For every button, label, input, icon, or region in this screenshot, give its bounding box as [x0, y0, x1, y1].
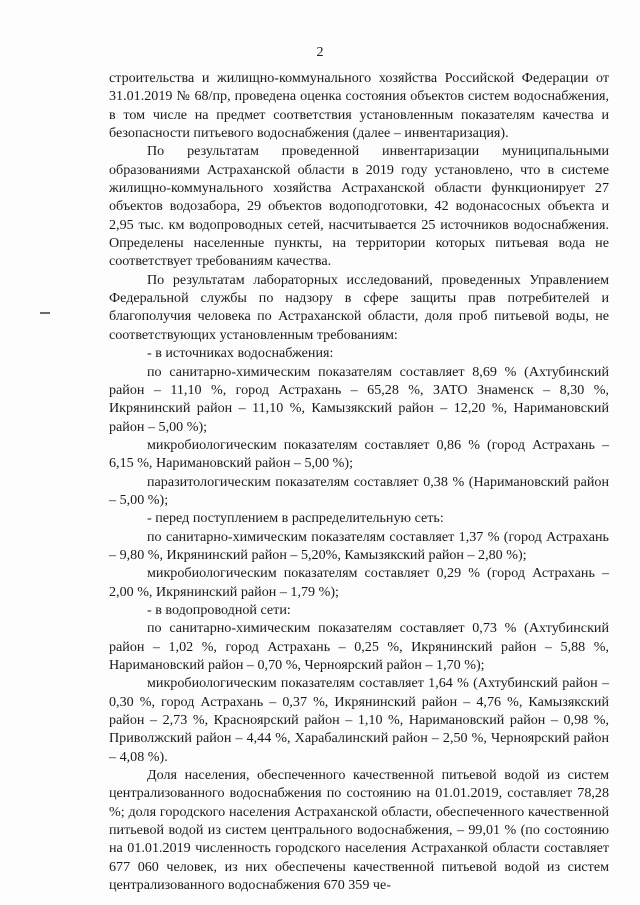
- list-item-sources-chemical: по санитарно-химическим показателям составляет 8,69 % (Ахтубинский район – 11,10 %, город Астрахань – 65,28 %, ЗАТО Знаменск – 8,30 %, Икрянинский район – 11,10 %, Камызякский район – 12,20 %, Наримановский район – 5,00 %);: [109, 363, 609, 435]
- list-item-before-network-chemical: по санитарно-химическим показателям составляет 1,37 % (город Астрахань – 9,80 %, Икрянинский район – 5,20%, Камызякский район – 2,80 %);: [109, 528, 609, 563]
- paragraph-inventory-results: По результатам проведенной инвентаризации муниципальными образованиями Астраханской области в 2019 году установлено, что в системе жилищно-коммунального хозяйства Астраханской области функционирует 27 объектов водозабора, 29 объектов водоподготовки, 42 водонасосных объекта и 2,95 тыс. км водопроводных сетей, насчитывается 25 источников водоснабжения. Определены населенные пункты, на территории которых питьевая вода не соответствует требованиям качества.: [109, 143, 609, 270]
- list-heading-sources: - в источниках водоснабжения:: [147, 345, 334, 362]
- margin-mark: [40, 312, 50, 314]
- list-item-sources-parasitological: паразитологическим показателям составляет 0,38 % (Наримановский район – 5,00 %);: [109, 473, 609, 508]
- paragraph-continuation: строительства и жилищно-коммунального хозяйства Российской Федерации от 31.01.2019 № 68/пр, проведена оценка состояния объектов систем водоснабжения, в том числе на предмет соответствия установленным показателям качества и безопасности питьевого водоснабжения (далее – инвентаризация).: [109, 70, 609, 142]
- list-item-network-chemical: по санитарно-химическим показателям составляет 0,73 % (Ахтубинский район – 1,02 %, город Астрахань – 0,25 %, Икрянинский район – 5,88 %, Наримановский район – 0,70 %, Черноярский район – 1,70 %);: [109, 620, 609, 673]
- page-number: 2: [316, 45, 324, 60]
- list-item-sources-microbiological: микробиологическим показателям составляет 0,86 % (город Астрахань – 6,15 %, Наримановский район – 5,00 %);: [109, 436, 609, 472]
- list-heading-water-network: - в водопроводной сети:: [147, 601, 291, 618]
- body-text: [109, 69, 609, 894]
- list-item-network-microbiological: микробиологическим показателям составляет 1,64 % (Ахтубинский район – 0,30 %, город Астрахань – 0,37 %, Икрянинский район – 4,76 %, Камызякский район – 2,73 %, Красноярский район – 1,10 %, Наримановский район – 0,98 %, Приволжский район – 4,44 %, Харабалинский район – 2,50 %, Черноярский район – 4,08 %).: [109, 675, 609, 765]
- paragraph-lab-results-intro: По результатам лабораторных исследований, проведенных Управлением Федеральной службы по надзору в сфере защиты прав потребителей и благополучия человека по Астраханской области, доля проб питьевой воды, не соответствующих установленным требованиям:: [109, 271, 609, 343]
- list-heading-before-network: - перед поступлением в распределительную сеть:: [147, 510, 444, 527]
- list-item-before-network-microbiological: микробиологическим показателям составляет 0,29 % (город Астрахань – 2,00 %, Икрянинский район – 1,79 %);: [109, 565, 609, 600]
- paragraph-population-share: Доля населения, обеспеченного качественной питьевой водой из систем централизованного водоснабжения по состоянию на 01.01.2019, составляет 78,28 %; доля городского населения Астраханской области, обеспеченного качественной питьевой водой из систем центрального водоснабжения, – 99,01 % (по состоянию на 01.01.2019 численность городского населения Астраханкой области составляет 677 060 человек, из них обеспечены качественной питьевой водой из систем централизованного водоснабжения 670 359 че-: [109, 767, 609, 894]
